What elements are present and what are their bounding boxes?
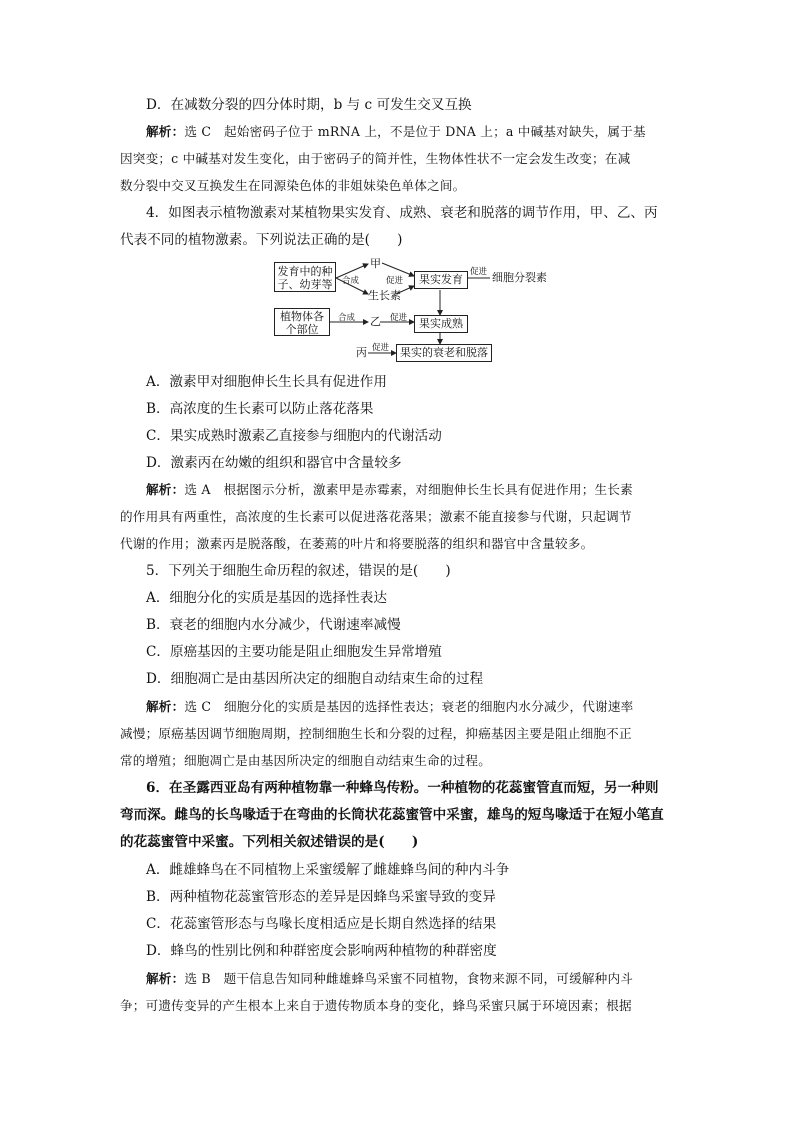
box-parts-text-2: 个部位 (285, 323, 319, 336)
analysis-label: 解析： (146, 971, 185, 986)
q6-option-d: D．蜂鸟的性别比例和种群密度会影响两种植物的种群密度 (146, 943, 497, 959)
box-seed-text-2: 子、幼芽等 (277, 278, 333, 291)
label-synthesis-1: 合成 (342, 276, 360, 286)
hormone-cytokinin: 细胞分裂素 (492, 271, 547, 284)
analysis-label: 解析： (146, 699, 185, 714)
q5-option-d: D．细胞凋亡是由基因所决定的细胞自动结束生命的过程 (146, 671, 484, 687)
label-promote-1: 促进 (386, 276, 404, 286)
q5-analysis-line-3: 常的增殖；细胞凋亡是由基因所决定的细胞自动结束生命的过程。 (120, 753, 492, 768)
hormone-regulation-diagram (270, 258, 550, 370)
q5-option-b: B．衰老的细胞内水分减少，代谢速率减慢 (146, 617, 401, 633)
q6-stem-line-2: 弯而深。雌鸟的长鸟喙适于在弯曲的长筒状花蕊蜜管中采蜜，雄鸟的短鸟喙适于在短小笔直 (120, 807, 664, 823)
q5-option-a: A．细胞分化的实质是基因的选择性表达 (146, 590, 387, 606)
label-promote-3: 促进 (390, 313, 408, 323)
q5-option-c: C．原癌基因的主要功能是阻止细胞发生异常增殖 (146, 644, 442, 660)
q5-stem: 5．下列关于细胞生命历程的叙述，错误的是( ) (146, 563, 451, 579)
q4-option-a: A．激素甲对细胞伸长生长具有促进作用 (146, 374, 387, 390)
analysis-label: 解析： (146, 482, 185, 497)
q4-stem-line-1: 4．如图表示植物激素对某植物果实发育、成熟、衰老和脱落的调节作用，甲、乙、丙 (146, 205, 658, 221)
box-seed-text-1: 发育中的种 (277, 265, 333, 278)
q4-option-c: C．果实成熟时激素乙直接参与细胞内的代谢活动 (146, 428, 442, 444)
q6-option-b: B．两种植物花蕊蜜管形态的差异是因蜂鸟采蜜导致的变异 (146, 889, 496, 905)
hormone-jia: 甲 (370, 257, 381, 270)
box-fruit-ripening: 果实成熟 (414, 315, 468, 333)
box-plant-parts (274, 308, 330, 336)
analysis-text: 选 B 题干信息告知同种雌雄蜂鸟采蜜不同植物，食物来源不同，可缓解种内斗 (184, 971, 634, 986)
q6-option-c: C．花蕊蜜管形态与鸟喙长度相适应是长期自然选择的结果 (146, 916, 497, 932)
box-fruit-development: 果实发育 (414, 271, 468, 289)
hormone-bing: 丙 (356, 346, 367, 359)
box-fruit-senescence: 果实的衰老和脱落 (396, 344, 492, 362)
q4-option-d: D．激素丙在幼嫩的组织和器官中含量较多 (146, 455, 402, 471)
box-parts-text-1: 植物体各 (280, 310, 324, 323)
box-developing-seeds (274, 262, 336, 292)
q6-option-a: A．雌雄蜂鸟在不同植物上采蜜缓解了雌雄蜂鸟间的种内斗争 (146, 862, 510, 878)
q5-analysis-line-1 (146, 698, 706, 716)
q3-analysis-line-2: 因突变；c 中碱基对发生变化，由于密码子的简并性，生物体性状不一定会发生改变；在减 (120, 151, 631, 166)
analysis-text: 选 C 起始密码子位于 mRNA 上，不是位于 DNA 上；a 中碱基对缺失，属于基 (184, 124, 646, 139)
analysis-text: 选 A 根据图示分析，激素甲是赤霉素，对细胞伸长生长具有促进作用；生长素 (184, 482, 633, 497)
q4-stem-line-2: 代表不同的植物激素。下列说法正确的是( ) (120, 232, 403, 248)
q4-option-b: B．高浓度的生长素可以防止落花落果 (146, 401, 374, 417)
analysis-text: 选 C 细胞分化的实质是基因的选择性表达；衰老的细胞内水分减少，代谢速率 (184, 699, 634, 714)
analysis-label: 解析： (146, 124, 185, 139)
q4-analysis-line-2: 的作用具有两重性，高浓度的生长素可以促进落花落果；激素不能直接参与代谢，只起调节 (120, 509, 632, 524)
hormone-yi: 乙 (370, 315, 381, 328)
q5-analysis-line-2: 减慢；原癌基因调节细胞周期，控制细胞生长和分裂的过程，抑癌基因主要是阻止细胞不正 (120, 726, 632, 741)
q6-analysis-line-2: 争；可遗传变异的产生根本上来自于遗传物质本身的变化，蜂鸟采蜜只属于环境因素；根据 (120, 998, 632, 1013)
q4-analysis-line-1 (146, 481, 706, 499)
q3-option-d: D．在减数分裂的四分体时期，b 与 c 可发生交叉互换 (146, 97, 472, 113)
q6-analysis-line-1 (146, 970, 706, 988)
hormone-auxin: 生长素 (368, 289, 401, 302)
q3-analysis-line-1 (146, 123, 706, 141)
q6-stem-line-1: 6．在圣露西亚岛有两种植物靠一种蜂鸟传粉。一种植物的花蕊蜜管直而短，另一种则 (146, 780, 659, 796)
q6-stem-line-3: 的花蕊蜜管中采蜜。下列相关叙述错误的是( ) (120, 834, 419, 850)
label-promote-2: 促进 (470, 267, 488, 277)
label-promote-4: 促进 (372, 343, 390, 353)
q3-analysis-line-3: 数分裂中交叉互换发生在同源染色体的非姐妹染色单体之间。 (120, 178, 466, 193)
label-synthesis-2: 合成 (338, 313, 356, 323)
q4-analysis-line-3: 代谢的作用；激素丙是脱落酸，在萎蔫的叶片和将要脱落的组织和器官中含量较多。 (120, 536, 594, 551)
